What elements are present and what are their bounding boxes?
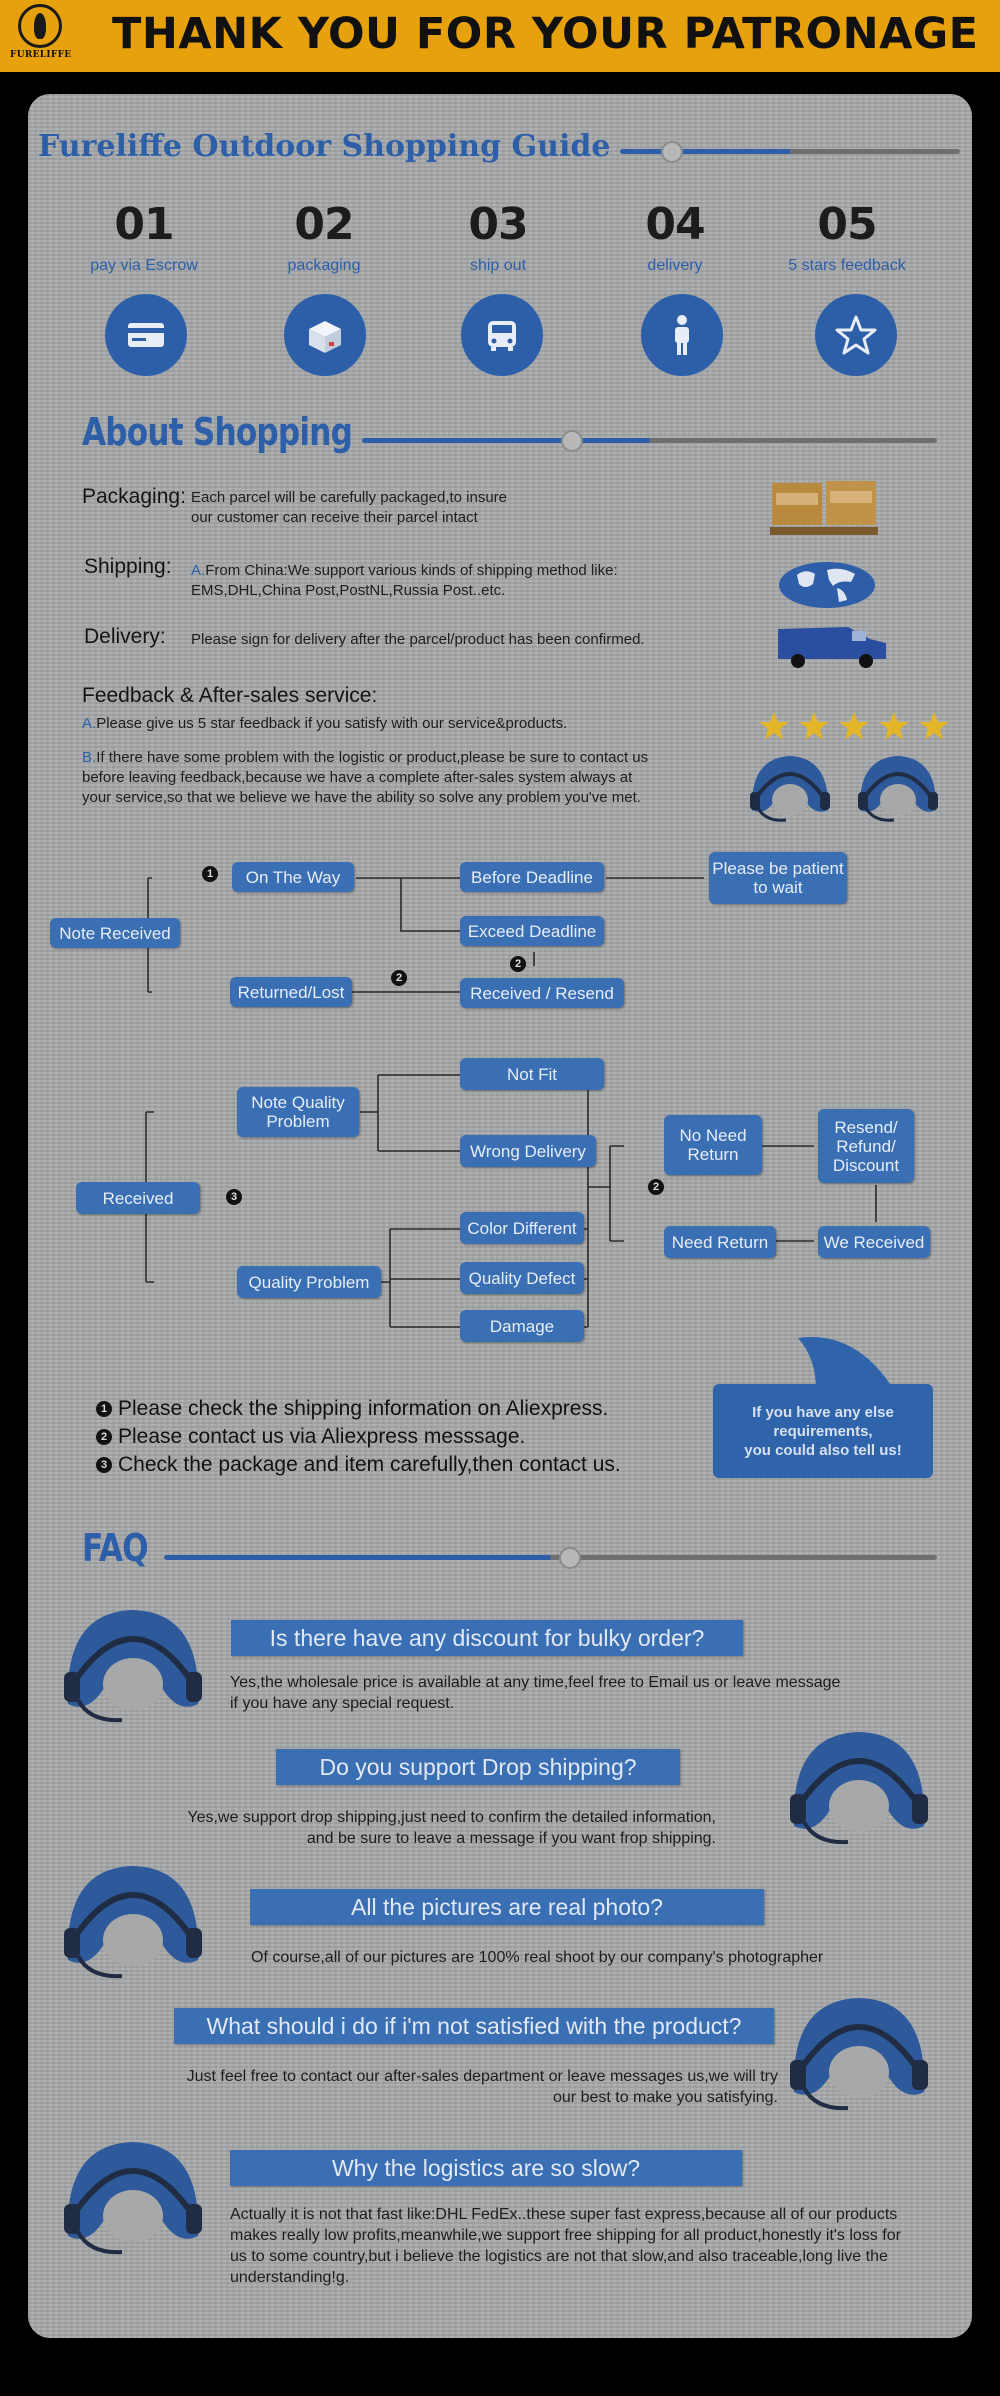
support-agent-icon <box>58 1858 208 1982</box>
faq-answer-2: Yes,we support drop shipping,just need to confirm the detailed information, and be sure to leave a message if you want frop shipping. <box>187 1809 716 1847</box>
faq-question-1[interactable]: Is there have any discount for bulky order? <box>231 1620 743 1656</box>
step-4-label: delivery <box>647 257 703 274</box>
support-agent-icon <box>58 1602 208 1726</box>
no-need-return-box: No Need Return <box>664 1115 762 1175</box>
received-resend-box: Received / Resend <box>460 978 624 1008</box>
header-title: THANK YOU FOR YOUR PATRONAGE <box>112 9 979 59</box>
damage-box: Damage <box>460 1310 584 1342</box>
faq-question-5[interactable]: Why the logistics are so slow? <box>230 2150 742 2186</box>
faq-title: FAQ <box>82 1526 148 1570</box>
returned-lost-box: Returned/Lost <box>230 977 352 1007</box>
exceed-deadline-box: Exceed Deadline <box>460 916 604 946</box>
faq-question-4[interactable]: What should i do if i'm not satisfied with the product? <box>174 2008 774 2044</box>
received-box: Received <box>76 1182 200 1214</box>
support-agent-icon <box>784 1990 934 2114</box>
step-3-number: 03 <box>468 199 528 250</box>
badge-1: 1 <box>202 866 218 882</box>
step-5-label: 5 stars feedback <box>788 257 906 274</box>
note-received-box: Note Received <box>50 918 180 948</box>
we-received-box: We Received <box>818 1226 930 1258</box>
step-4-number: 04 <box>645 199 705 250</box>
color-different-box: Color Different <box>460 1212 584 1244</box>
faq-answer-5: Actually it is not that fast like:DHL FedEx..these super fast express,because all of our products makes really low profits,meanwhile,we support free shipping for all product,honestly it's loss for us to some country,but i believe the logistics are not that slow,and also traceable,long live the understanding!g. <box>230 2206 901 2286</box>
packaging-text: Each parcel will be carefully packaged,to insure our customer can receive their parcel intact <box>191 489 508 526</box>
support-agent-icon <box>784 1724 934 1848</box>
on-the-way-box: On The Way <box>232 862 354 892</box>
note-2: 2 Please contact us via Aliexpress messsage. <box>96 1425 525 1449</box>
faq-answer-4: Just feel free to contact our after-sales department or leave messages us,we will try our best to make you satisfying. <box>186 2068 778 2106</box>
contact-bubble: If you have any else requirements, you could also tell us! <box>713 1384 933 1478</box>
badge-2: 2 <box>510 956 526 972</box>
feedback-title: Feedback & After-sales service: <box>82 684 378 707</box>
please-wait-box: Please be patient to wait <box>709 852 847 904</box>
note-1: 1 Please check the shipping information on Aliexpress. <box>96 1397 608 1421</box>
support-agent-icon <box>58 2134 208 2258</box>
faq-question-2[interactable]: Do you support Drop shipping? <box>276 1749 680 1785</box>
delivery-label: Delivery: <box>84 625 166 648</box>
step-2-number: 02 <box>294 199 354 250</box>
step-5-number: 05 <box>817 199 877 250</box>
feedback-a: A.Please give us 5 star feedback if you satisfy with our service&products. <box>82 715 568 732</box>
feedback-b: B.If there have some problem with the logistic or product,please be sure to contact us before leaving feedback,because we have a complete after-sales system always at your service,so that we believe we have the ability so solve any problem you've met. <box>82 749 649 806</box>
faq-divider <box>164 1555 937 1560</box>
note-3: 3 Check the package and item carefully,then contact us. <box>96 1453 621 1477</box>
step-2-label: packaging <box>287 257 361 274</box>
delivery-text: Please sign for delivery after the parcel/product has been confirmed. <box>191 631 645 648</box>
content-panel <box>28 94 972 2338</box>
not-fit-box: Not Fit <box>460 1058 604 1090</box>
step-1-label: pay via Escrow <box>90 257 198 274</box>
badge-2: 2 <box>648 1179 664 1195</box>
step-3-label: ship out <box>469 257 527 274</box>
header-banner <box>0 0 1000 72</box>
badge-3: 3 <box>226 1189 242 1205</box>
faq-divider-knob <box>559 1547 581 1569</box>
guide-title: Fureliffe Outdoor Shopping Guide <box>38 129 611 164</box>
faq-question-3[interactable]: All the pictures are real photo? <box>250 1889 764 1925</box>
note-quality-problem-box: Note Quality Problem <box>237 1087 359 1137</box>
quality-defect-box: Quality Defect <box>460 1262 584 1294</box>
faq-answer-3: Of course,all of our pictures are 100% real shoot by our company's photographer <box>251 1949 824 1966</box>
resend-refund-discount-box: Resend/ Refund/ Discount <box>818 1109 914 1183</box>
badge-2: 2 <box>391 970 407 986</box>
packaging-label: Packaging: <box>82 485 186 508</box>
shipping-text: A.From China:We support various kinds of shipping method like: EMS,DHL,China Post,PostNL,Russia Post..etc. <box>191 562 618 599</box>
brand-name: FURELIFFE <box>10 50 72 60</box>
faq-answer-1: Yes,the wholesale price is available at any time,feel free to Email us or leave message if you have any special request. <box>230 1674 841 1712</box>
shipping-label: Shipping: <box>84 555 172 578</box>
need-return-box: Need Return <box>664 1226 776 1258</box>
quality-problem-box: Quality Problem <box>237 1266 381 1298</box>
before-deadline-box: Before Deadline <box>460 862 604 892</box>
wrong-delivery-box: Wrong Delivery <box>460 1135 596 1167</box>
brand-logo[interactable] <box>10 4 70 66</box>
step-1-number: 01 <box>114 199 174 250</box>
about-title: About Shopping <box>82 410 353 454</box>
